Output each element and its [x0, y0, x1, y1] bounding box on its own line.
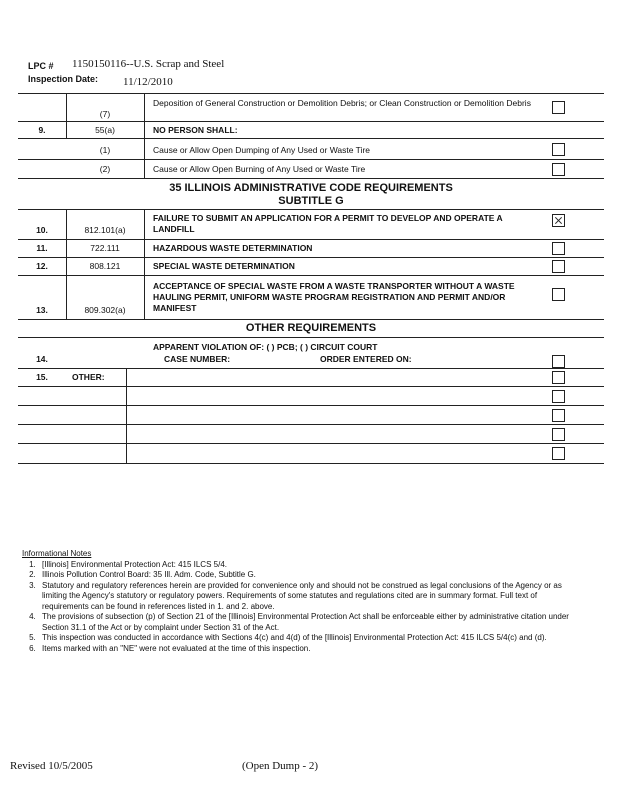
table-row-9-2: [18, 159, 604, 178]
note-item: 5. This inspection was conducted in accordance with Sections 4(c) and 4(d) of the [Illinois] Environmental Protection Act: 415 ILCS 5/4(c) and (d).: [38, 633, 582, 644]
checkbox-o2[interactable]: [552, 390, 565, 403]
inspection-date-label: Inspection Date:: [28, 74, 99, 84]
informational-notes: [22, 549, 582, 654]
checkbox-r9-1[interactable]: [552, 143, 565, 156]
checkbox-r13[interactable]: [552, 288, 565, 301]
note-item: 2. Illinois Pollution Control Board: 35 Ill. Adm. Code, Subtitle G.: [38, 570, 582, 581]
row-number: 15.: [36, 372, 48, 382]
checkbox-o5[interactable]: [552, 447, 565, 460]
table-row-9-1: [18, 138, 604, 159]
row-number: 10.: [36, 225, 48, 235]
section-ref: 812.101(a): [84, 225, 126, 235]
requirement-text: SPECIAL WASTE DETERMINATION: [153, 261, 295, 271]
requirement-text: Deposition of General Construction or Demolition Debris; or Clean Construction or Demolition Debris: [153, 98, 531, 108]
notes-list: [22, 560, 582, 655]
requirement-text: Cause or Allow Open Burning of Any Used or Waste Tire: [153, 164, 366, 174]
requirement-text: HAZARDOUS WASTE DETERMINATION: [153, 243, 313, 253]
table-row-other-2: [18, 386, 604, 405]
requirement-text: NO PERSON SHALL:: [153, 125, 238, 135]
note-item: 6. Items marked with an "NE" were not evaluated at the time of this inspection.: [38, 644, 582, 655]
table-row-12: [18, 257, 604, 275]
other-label: OTHER:: [72, 372, 105, 382]
requirement-text: FAILURE TO SUBMIT AN APPLICATION FOR A PERMIT TO DEVELOP AND OPERATE A LANDFILL: [153, 213, 503, 234]
form-name: (Open Dump - 2): [242, 760, 319, 772]
revision-date: Revised 10/5/2005: [10, 760, 93, 772]
section-heading-subtitle-g: [18, 178, 604, 209]
table-row-14: [18, 337, 604, 368]
inspection-date-value: 11/12/2010: [123, 76, 173, 88]
row-number: 11.: [36, 243, 48, 253]
note-item: 4. The provisions of subsection (p) of Section 21 of the [Illinois] Environmental Protection Act shall be enforceable either by administrative citation under Section 31.1 of the Act or by complaint under Section 31 of the Act.: [38, 612, 582, 633]
section-ref: (1): [99, 145, 111, 155]
table-row-11: [18, 239, 604, 257]
heading-text: OTHER REQUIREMENTS: [245, 322, 377, 334]
note-item: 3. Statutory and regulatory references herein are provided for convenience only and should not be construed as legal conclusions of the Agency or as limiting the Agency's statutory or regulatory powers. Requirements of some statutes and regulations cited are in summary format. Full text of requirements can be found in references listed in 1. and 2. above.: [38, 581, 582, 613]
table-row-15: [18, 368, 604, 386]
section-ref: 722.111: [90, 243, 120, 253]
table-row-other-5: [18, 443, 604, 464]
table-row-7: [18, 93, 604, 121]
violation-line: APPARENT VIOLATION OF: ( ) PCB; ( ) CIRCUIT COURT: [153, 342, 378, 352]
requirements-table: [18, 93, 604, 464]
case-number-label: CASE NUMBER:: [164, 354, 231, 364]
checkbox-o3[interactable]: [552, 409, 565, 422]
requirement-text: Cause or Allow Open Dumping of Any Used or Waste Tire: [153, 145, 371, 155]
section-ref: (2): [99, 164, 111, 174]
checkbox-o1[interactable]: [552, 371, 565, 384]
table-row-9: [18, 121, 604, 138]
row-number: 14.: [36, 354, 48, 364]
section-ref: (7): [99, 109, 111, 119]
notes-title: Informational Notes: [22, 549, 92, 558]
row-number: 13.: [36, 305, 48, 315]
checkbox-o4[interactable]: [552, 428, 565, 441]
checkbox-r7a[interactable]: [552, 101, 565, 114]
checkbox-r14[interactable]: [552, 355, 565, 368]
table-row-other-3: [18, 405, 604, 424]
table-row-13: [18, 275, 604, 319]
note-item: 1. [Illinois] Environmental Protection Act: 415 ILCS 5/4.: [38, 560, 582, 571]
checkbox-r9-2[interactable]: [552, 163, 565, 176]
table-row-10: [18, 209, 604, 239]
checkbox-r12[interactable]: [552, 260, 565, 273]
heading-line-1: 35 ILLINOIS ADMINISTRATIVE CODE REQUIREMENTS: [169, 182, 453, 194]
heading-line-2: SUBTITLE G: [278, 195, 344, 207]
section-ref: 809.302(a): [84, 305, 126, 315]
lpc-value: 1150150116--U.S. Scrap and Steel: [72, 58, 225, 70]
requirement-text: ACCEPTANCE OF SPECIAL WASTE FROM A WASTE TRANSPORTER WITHOUT A WASTE HAULING PERMIT, UNIFORM WASTE PROGRAM REGISTRATION AND PERMIT AND/OR MANIFEST: [153, 281, 515, 313]
row-number: 12.: [36, 261, 48, 271]
lpc-label: LPC #: [28, 61, 54, 71]
row-number: 9.: [38, 125, 46, 135]
section-ref: 55(a): [95, 125, 115, 135]
order-entered-label: ORDER ENTERED ON:: [320, 354, 412, 364]
table-row-other-4: [18, 424, 604, 443]
checkbox-r11[interactable]: [552, 242, 565, 255]
checkbox-r10[interactable]: [552, 214, 565, 227]
section-ref: 808.121: [89, 261, 121, 271]
section-heading-other: [18, 319, 604, 337]
